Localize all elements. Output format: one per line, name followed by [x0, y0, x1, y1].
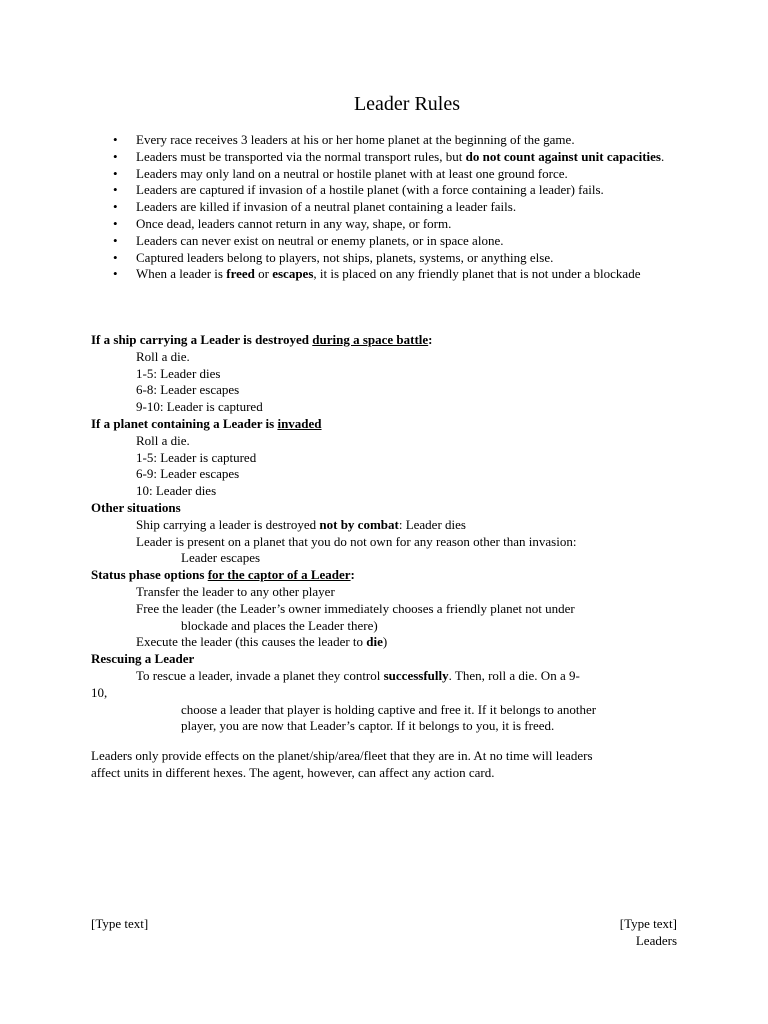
list-item-bold: do not count against unit capacities — [465, 148, 661, 164]
closing-line: Leaders only provide effects on the planet/ship/area/fleet that they are in. At no time will leaders — [91, 748, 593, 763]
heading-text: Status phase options — [91, 567, 208, 583]
list-item-bold: escapes — [272, 266, 314, 282]
line-text: Execute the leader (this causes the leader to — [136, 634, 367, 650]
list-item — [108, 266, 688, 283]
list-item — [108, 216, 688, 233]
status-line: Free the leader (the Leader’s owner immediately chooses a friendly planet not under — [136, 600, 575, 616]
page-title: Leader Rules — [353, 93, 461, 115]
list-item-text: or — [254, 266, 273, 282]
ship-roll-line: Roll a die. — [136, 348, 190, 364]
list-item — [108, 149, 688, 166]
closing-paragraph — [91, 748, 691, 782]
heading-text: If a planet containing a Leader is — [91, 415, 278, 431]
rescue-line — [91, 668, 691, 685]
ship-result-line: 1-5: Leader dies — [136, 365, 221, 381]
heading-text: If a ship carrying a Leader is destroyed — [91, 332, 313, 347]
status-section-heading — [91, 567, 691, 584]
line-text: Ship carrying a leader is destroyed — [136, 516, 320, 532]
list-item-text: Leaders must be transported via the normal transport rules, but — [136, 148, 466, 164]
planet-section-heading — [91, 416, 691, 433]
list-item-text: Every race receives 3 leaders at his or her home planet at the beginning of the game. — [136, 132, 575, 147]
other-line: Leader escapes — [181, 550, 261, 566]
list-item-bold: freed — [226, 266, 255, 282]
rescue-section-heading — [91, 651, 691, 668]
rules-list — [108, 132, 688, 283]
list-item-text: Leaders may only land on a neutral or hostile planet with at least one ground force. — [136, 165, 568, 181]
list-item-text: Leaders are killed if invasion of a neutral planet containing a leader fails. — [136, 199, 517, 215]
planet-result-line: 1-5: Leader is captured — [136, 449, 257, 465]
rules-body — [91, 332, 691, 735]
planet-result-line: 6-9: Leader escapes — [136, 466, 240, 482]
ship-result-line: 6-8: Leader escapes — [136, 382, 240, 398]
status-line: blockade and places the Leader there) — [181, 617, 378, 633]
list-item-text: , it is placed on any friendly planet that is not under a blockade — [313, 266, 641, 282]
footer-right-text[interactable]: [Type text] — [619, 916, 677, 931]
rescue-line: 10, — [91, 684, 108, 700]
heading-underlined: invaded — [277, 415, 322, 431]
footer-left-text[interactable]: [Type text] — [91, 916, 149, 931]
list-item — [108, 132, 688, 149]
line-bold: not by combat — [319, 516, 399, 532]
list-item — [108, 166, 688, 183]
line-bold: successfully — [383, 667, 449, 683]
planet-result-line: 10: Leader dies — [136, 483, 217, 499]
planet-roll-line: Roll a die. — [136, 432, 190, 448]
list-item — [108, 199, 688, 216]
list-item-text: When a leader is — [136, 266, 227, 282]
heading-underlined: during a space battle — [312, 332, 429, 347]
other-section-heading — [91, 500, 691, 517]
heading-text: : — [350, 567, 355, 583]
line-text: . Then, roll a die. On a 9- — [448, 667, 580, 683]
list-item — [108, 233, 688, 250]
heading-underlined: for the captor of a Leader — [207, 567, 351, 583]
footer-right — [620, 916, 677, 950]
list-item-text: . — [661, 148, 665, 164]
list-item — [108, 250, 688, 267]
heading-text: : — [428, 332, 433, 347]
list-item — [108, 182, 688, 199]
other-line: Leader is present on a planet that you do not own for any reason other than invasion: — [136, 533, 577, 549]
status-line: Transfer the leader to any other player — [136, 583, 335, 599]
closing-line: affect units in different hexes. The agent, however, can affect any action card. — [91, 764, 495, 780]
ship-result-line: 9-10: Leader is captured — [136, 399, 263, 415]
list-item-text: Leaders can never exist on neutral or enemy planets, or in space alone. — [136, 232, 504, 248]
line-text: : Leader dies — [398, 516, 466, 532]
rescue-line: player, you are now that Leader’s captor. If it belongs to you, it is freed. — [181, 718, 555, 734]
status-line — [91, 634, 691, 651]
heading-text: Rescuing a Leader — [91, 651, 195, 667]
line-bold: die — [366, 634, 383, 650]
line-text: ) — [382, 634, 388, 650]
line-text: To rescue a leader, invade a planet they control — [136, 667, 384, 683]
heading-text: Other situations — [91, 499, 181, 515]
other-line — [91, 517, 691, 534]
list-item-text: Once dead, leaders cannot return in any way, shape, or form. — [136, 215, 452, 231]
list-item-text: Captured leaders belong to players, not ships, planets, systems, or anything else. — [136, 249, 554, 265]
footer-right-label: Leaders — [635, 932, 677, 948]
ship-section-heading — [91, 332, 691, 349]
list-item-text: Leaders are captured if invasion of a hostile planet (with a force containing a leader) fails. — [136, 182, 604, 198]
rescue-line: choose a leader that player is holding captive and free it. If it belongs to another — [181, 701, 597, 717]
